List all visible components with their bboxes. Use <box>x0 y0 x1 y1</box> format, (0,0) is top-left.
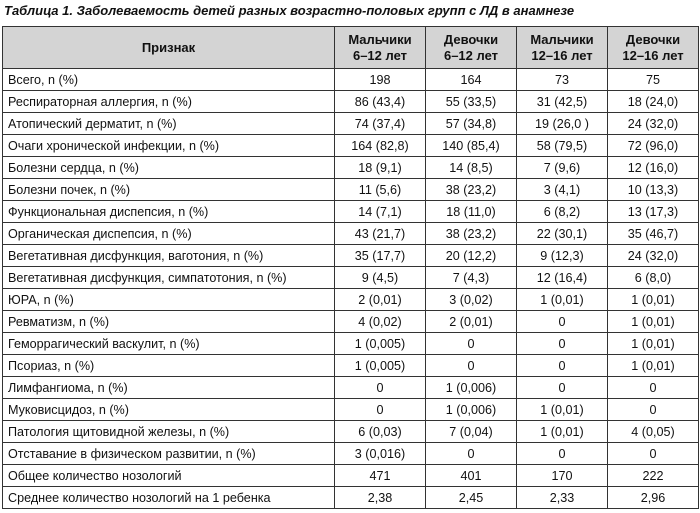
table-cell: 0 <box>517 333 608 355</box>
table-cell: 73 <box>517 69 608 91</box>
table-row <box>3 157 699 179</box>
table-row <box>3 465 699 487</box>
table-cell: 2 (0,01) <box>426 311 517 333</box>
row-label: Лимфангиома, n (%) <box>3 377 335 399</box>
header-boys-6-12-line1: Мальчики <box>348 31 412 47</box>
table-cell: 471 <box>335 465 426 487</box>
table-row <box>3 113 699 135</box>
table-cell: 0 <box>608 377 699 399</box>
table-cell: 1 (0,006) <box>426 399 517 421</box>
table-cell: 9 (4,5) <box>335 267 426 289</box>
row-label: Атопический дерматит, n (%) <box>3 113 335 135</box>
header-boys-12-16-line2: 12–16 лет <box>531 47 593 63</box>
row-label: Отставание в физическом развитии, n (%) <box>3 443 335 465</box>
table-cell: 401 <box>426 465 517 487</box>
table-cell: 57 (34,8) <box>426 113 517 135</box>
table-cell: 18 (11,0) <box>426 201 517 223</box>
header-girls-12-16 <box>608 27 699 69</box>
table-cell: 3 (0,02) <box>426 289 517 311</box>
header-girls-6-12 <box>426 27 517 69</box>
table-cell: 75 <box>608 69 699 91</box>
table-cell: 1 (0,01) <box>608 333 699 355</box>
row-label: Вегетативная дисфункция, ваготония, n (%) <box>3 245 335 267</box>
table-cell: 0 <box>517 443 608 465</box>
table-cell: 1 (0,006) <box>426 377 517 399</box>
table-cell: 7 (4,3) <box>426 267 517 289</box>
morbidity-table <box>2 26 699 509</box>
header-boys-12-16-line1: Мальчики <box>530 31 594 47</box>
table-cell: 0 <box>335 377 426 399</box>
row-label: Респираторная аллергия, n (%) <box>3 91 335 113</box>
table-cell: 164 (82,8) <box>335 135 426 157</box>
table-cell: 31 (42,5) <box>517 91 608 113</box>
table-cell: 18 (24,0) <box>608 91 699 113</box>
table-body <box>3 69 699 509</box>
table-row <box>3 311 699 333</box>
table-cell: 2,33 <box>517 487 608 509</box>
header-boys-6-12 <box>335 27 426 69</box>
table-cell: 6 (0,03) <box>335 421 426 443</box>
row-label: Геморрагический васкулит, n (%) <box>3 333 335 355</box>
header-row <box>3 27 699 69</box>
table-cell: 1 (0,01) <box>608 311 699 333</box>
table-cell: 164 <box>426 69 517 91</box>
row-label: Общее количество нозологий <box>3 465 335 487</box>
table-cell: 4 (0,05) <box>608 421 699 443</box>
table-cell: 0 <box>426 355 517 377</box>
table-row <box>3 69 699 91</box>
table-cell: 1 (0,01) <box>517 399 608 421</box>
table-cell: 13 (17,3) <box>608 201 699 223</box>
table-cell: 6 (8,0) <box>608 267 699 289</box>
row-label: Очаги хронической инфекции, n (%) <box>3 135 335 157</box>
table-row <box>3 179 699 201</box>
table-row <box>3 267 699 289</box>
table-row <box>3 377 699 399</box>
table-cell: 72 (96,0) <box>608 135 699 157</box>
table-cell: 12 (16,4) <box>517 267 608 289</box>
table-cell: 0 <box>608 399 699 421</box>
row-label: Болезни почек, n (%) <box>3 179 335 201</box>
table-cell: 6 (8,2) <box>517 201 608 223</box>
table-cell: 3 (4,1) <box>517 179 608 201</box>
table-cell: 74 (37,4) <box>335 113 426 135</box>
header-boys-12-16 <box>517 27 608 69</box>
table-cell: 2,96 <box>608 487 699 509</box>
table-cell: 3 (0,016) <box>335 443 426 465</box>
table-row <box>3 223 699 245</box>
table-cell: 86 (43,4) <box>335 91 426 113</box>
table-row <box>3 443 699 465</box>
table-cell: 58 (79,5) <box>517 135 608 157</box>
row-label: Функциональная диспепсия, n (%) <box>3 201 335 223</box>
table-cell: 2,45 <box>426 487 517 509</box>
table-cell: 0 <box>517 311 608 333</box>
table-cell: 18 (9,1) <box>335 157 426 179</box>
table-cell: 19 (26,0 ) <box>517 113 608 135</box>
table-cell: 0 <box>335 399 426 421</box>
table-cell: 2 (0,01) <box>335 289 426 311</box>
table-row <box>3 245 699 267</box>
table-row <box>3 399 699 421</box>
table-cell: 0 <box>426 333 517 355</box>
row-label: Вегетативная дисфункция, симпатотония, n (%) <box>3 267 335 289</box>
table-cell: 0 <box>608 443 699 465</box>
table-cell: 222 <box>608 465 699 487</box>
row-label: Органическая диспепсия, n (%) <box>3 223 335 245</box>
table-cell: 170 <box>517 465 608 487</box>
header-girls-12-16-line2: 12–16 лет <box>622 47 684 63</box>
table-cell: 1 (0,01) <box>608 355 699 377</box>
header-girls-6-12-line1: Девочки <box>443 31 499 47</box>
header-girls-6-12-line2: 6–12 лет <box>443 47 499 63</box>
table-cell: 1 (0,01) <box>517 421 608 443</box>
table-cell: 1 (0,005) <box>335 355 426 377</box>
table-cell: 198 <box>335 69 426 91</box>
table-cell: 14 (7,1) <box>335 201 426 223</box>
table-cell: 9 (12,3) <box>517 245 608 267</box>
table-cell: 11 (5,6) <box>335 179 426 201</box>
row-label: Ревматизм, n (%) <box>3 311 335 333</box>
table-cell: 24 (32,0) <box>608 113 699 135</box>
table-cell: 10 (13,3) <box>608 179 699 201</box>
row-label: Среднее количество нозологий на 1 ребенка <box>3 487 335 509</box>
table-cell: 38 (23,2) <box>426 179 517 201</box>
table-cell: 38 (23,2) <box>426 223 517 245</box>
header-girls-12-16-line1: Девочки <box>625 31 681 47</box>
row-label: Псориаз, n (%) <box>3 355 335 377</box>
table-row <box>3 333 699 355</box>
table-cell: 22 (30,1) <box>517 223 608 245</box>
table-cell: 20 (12,2) <box>426 245 517 267</box>
table-cell: 14 (8,5) <box>426 157 517 179</box>
table-cell: 1 (0,01) <box>608 289 699 311</box>
table-row <box>3 201 699 223</box>
table-cell: 140 (85,4) <box>426 135 517 157</box>
header-sign: Признак <box>3 27 335 69</box>
header-boys-6-12-line2: 6–12 лет <box>352 47 408 63</box>
table-cell: 43 (21,7) <box>335 223 426 245</box>
table-header <box>3 27 699 69</box>
table-caption: Таблица 1. Заболеваемость детей разных возрастно-половых групп с ЛД в анамнезе <box>4 3 575 18</box>
table-cell: 7 (9,6) <box>517 157 608 179</box>
table-row <box>3 289 699 311</box>
table-row <box>3 135 699 157</box>
row-label: ЮРА, n (%) <box>3 289 335 311</box>
table-cell: 1 (0,01) <box>517 289 608 311</box>
table-row <box>3 487 699 509</box>
row-label: Всего, n (%) <box>3 69 335 91</box>
table-cell: 0 <box>517 355 608 377</box>
table-cell: 4 (0,02) <box>335 311 426 333</box>
table-row <box>3 355 699 377</box>
table-cell: 0 <box>517 377 608 399</box>
row-label: Патология щитовидной железы, n (%) <box>3 421 335 443</box>
table-cell: 1 (0,005) <box>335 333 426 355</box>
table-cell: 0 <box>426 443 517 465</box>
table-cell: 7 (0,04) <box>426 421 517 443</box>
row-label: Муковисцидоз, n (%) <box>3 399 335 421</box>
row-label: Болезни сердца, n (%) <box>3 157 335 179</box>
table-row <box>3 91 699 113</box>
table-cell: 24 (32,0) <box>608 245 699 267</box>
table-cell: 35 (46,7) <box>608 223 699 245</box>
table-cell: 35 (17,7) <box>335 245 426 267</box>
table-cell: 12 (16,0) <box>608 157 699 179</box>
table-cell: 2,38 <box>335 487 426 509</box>
table-cell: 55 (33,5) <box>426 91 517 113</box>
table-row <box>3 421 699 443</box>
